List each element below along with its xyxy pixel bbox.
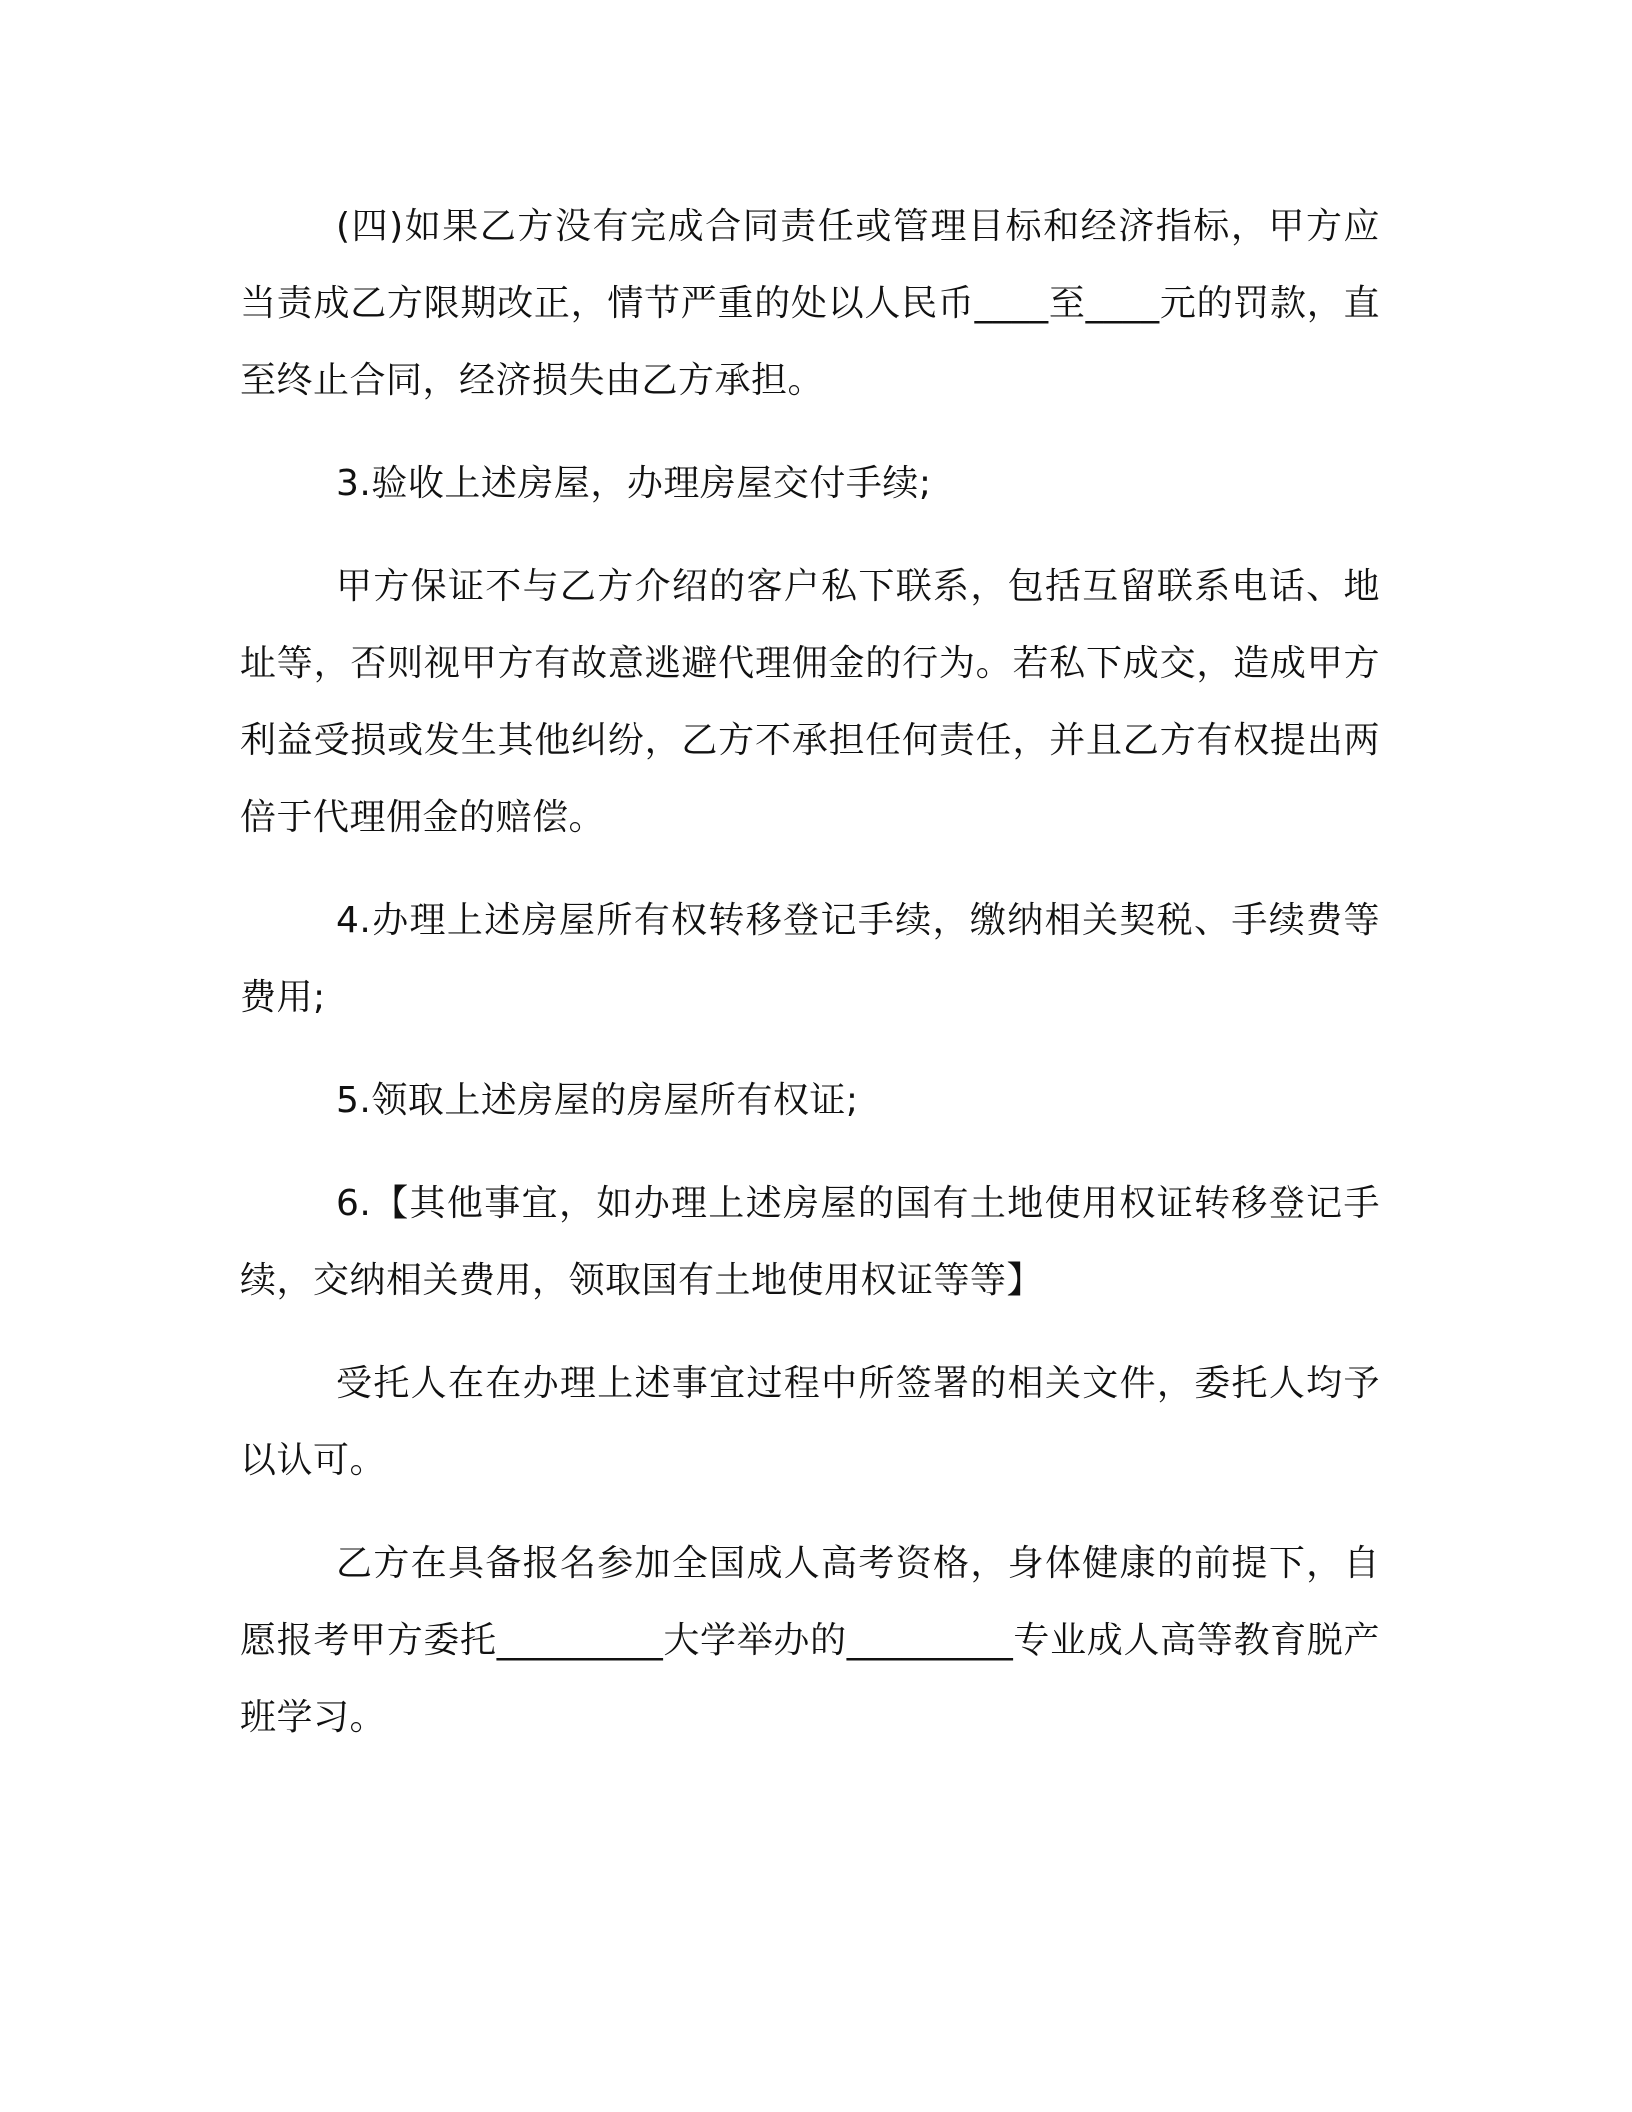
paragraph-acknowledgement: 受托人在在办理上述事宜过程中所签署的相关文件，委托人均予以认可。 [240, 1363, 1380, 1481]
paragraph-item-3: 3.验收上述房屋，办理房屋交付手续; [336, 463, 932, 504]
paragraph-no-private-contact: 甲方保证不与乙方介绍的客户私下联系，包括互留联系电话、地址等，否则视甲方有故意逃避代理佣金的行为。若私下成交，造成甲方利益受损或发生其他纠纷，乙方不承担任何责任，并且乙方有权提出两倍于代理佣金的赔偿。 [240, 566, 1380, 838]
paragraph-item-6: 6.【其他事宜，如办理上述房屋的国有土地使用权证转移登记手续，交纳相关费用，领取国有土地使用权证等等】 [240, 1183, 1380, 1301]
paragraph-item-5: 5.领取上述房屋的房屋所有权证; [336, 1080, 859, 1121]
paragraph-item-4: 4.办理上述房屋所有权转移登记手续，缴纳相关契税、手续费等费用; [240, 900, 1380, 1018]
paragraph-enrollment: 乙方在具备报名参加全国成人高考资格，身体健康的前提下，自愿报考甲方委托_________大学举办的_________专业成人高等教育脱产班学习。 [240, 1543, 1380, 1738]
paragraph-penalty-clause: (四)如果乙方没有完成合同责任或管理目标和经济指标，甲方应当责成乙方限期改正，情节严重的处以人民币____至____元的罚款，直至终止合同，经济损失由乙方承担。 [240, 206, 1380, 401]
document-page [240, 188, 1380, 1782]
